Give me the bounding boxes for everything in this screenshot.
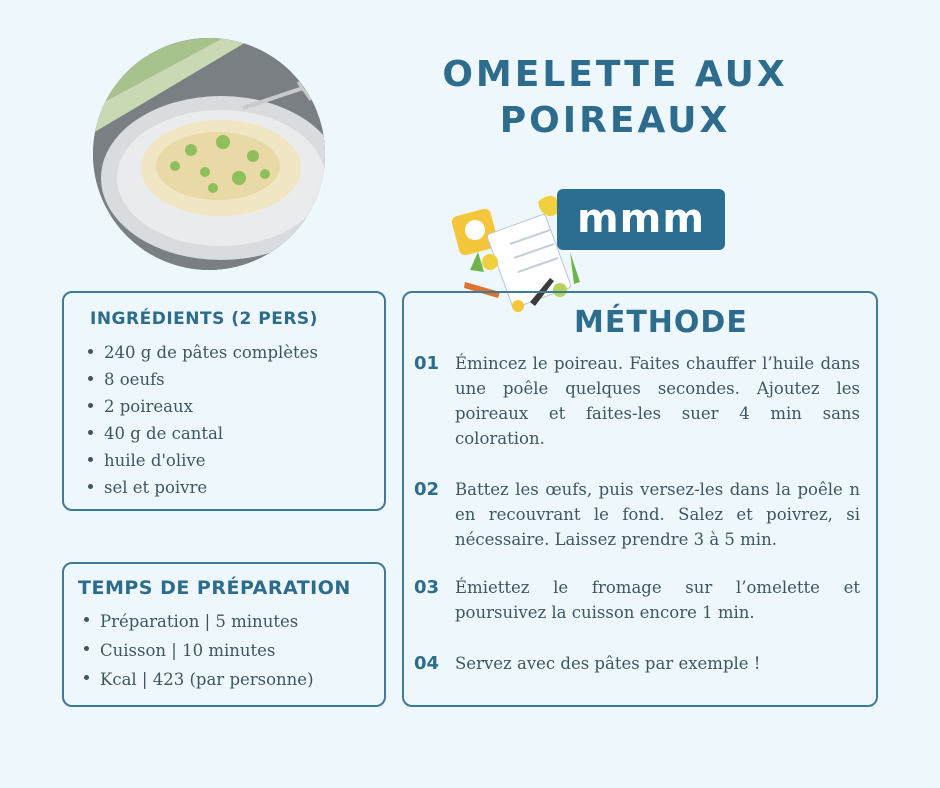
step-number: 03 (414, 577, 440, 598)
prep-time-card (62, 562, 386, 707)
list-item: sel et poivre (86, 474, 318, 501)
step-text: Émiettez le fromage sur l’omelette et poursuivez la cuisson encore 1 min. (455, 578, 860, 622)
recipe-title: OMELETTE AUX POIREAUX (442, 54, 788, 141)
step-number: 02 (414, 479, 440, 500)
step-text: Servez avec des pâtes par exemple ! (455, 654, 761, 673)
prep-time-title: TEMPS DE PRÉPARATION (78, 577, 351, 599)
list-item: 8 oeufs (86, 366, 318, 393)
ingredients-list (86, 339, 318, 501)
step-text: Battez les œufs, puis versez-les dans la poêle n en recouvrant le fond. Salez et poivrez, si nécessaire. Laissez prendre 3 à 5 min. (455, 480, 860, 549)
list-item: 2 poireaux (86, 393, 318, 420)
ingredients-title: INGRÉDIENTS (2 PERS) (90, 309, 318, 329)
list-item: Préparation | 5 minutes (82, 607, 314, 636)
step-number: 04 (414, 653, 440, 674)
omelette-photo (93, 38, 325, 270)
prep-time-list (82, 607, 314, 694)
list-item: Kcal | 423 (par personne) (82, 665, 314, 694)
mmm-badge: mmm (557, 189, 725, 250)
step-text: Émincez le poireau. Faites chauffer l’huile dans une poêle quelques secondes. Ajoutez les poireaux et faites-les suer 4 min sans coloration. (455, 354, 860, 448)
method-title: MÉTHODE (574, 305, 748, 340)
ingredients-card (62, 291, 386, 511)
list-item: 40 g de cantal (86, 420, 318, 447)
method-card (402, 291, 878, 707)
list-item: 240 g de pâtes complètes (86, 339, 318, 366)
step-number: 01 (414, 353, 440, 374)
list-item: huile d'olive (86, 447, 318, 474)
list-item: Cuisson | 10 minutes (82, 636, 314, 665)
